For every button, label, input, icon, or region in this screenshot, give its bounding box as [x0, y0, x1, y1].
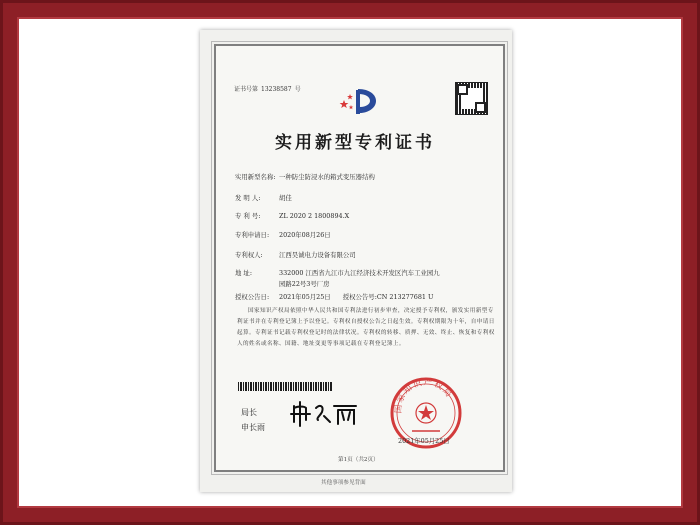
certificate-number-label: 证书号第 — [234, 86, 259, 93]
qr-code-icon — [455, 82, 488, 115]
certificate-number — [234, 84, 304, 93]
field-application-date — [235, 230, 331, 239]
field-value: 332000 江西省九江市九江经济技术开发区汽车工业园九 — [279, 269, 440, 277]
field-utility-model-name — [235, 172, 375, 181]
field-label: 专 利 号: — [235, 212, 261, 220]
director-name: 申长雨 — [241, 423, 265, 432]
certificate-number-value: 13238587 — [261, 86, 292, 93]
field-label: 实用新型名称: — [235, 173, 276, 181]
field-value: ZL 2020 2 1800894.X — [279, 212, 350, 220]
page-number: 第1页（共2页） — [338, 457, 379, 463]
field-value: 2020年08月26日 — [279, 231, 331, 239]
certificate-body-text: 国家知识产权局依照中华人民共和国专利法进行初步审查，决定授予专利权，颁发实用新型专利证书并在专利登记簿上予以登记。专利权自授权公告之日起生效。专利权期限为十年，自申请日起算。专利证书记载专利权登记时的法律状况。专利权的转移、质押、无效、终止、恢复和专利权人的姓名或名称、国籍、地址变更等事项记载在专利登记簿上。 — [237, 308, 495, 347]
director-signature — [288, 398, 362, 428]
field-address-line2 — [235, 279, 330, 288]
field-value: 胡佳 — [279, 194, 292, 202]
field-inventor — [235, 193, 292, 202]
field-grant-announcement — [235, 292, 433, 301]
field-label: 专利权人: — [235, 251, 263, 259]
field-value: 2021年05月25日 — [279, 293, 331, 301]
field-value: 一种防尘防浸水的箱式变压器结构 — [279, 173, 375, 181]
field-patent-number — [235, 211, 349, 220]
field-label: 地 址: — [235, 269, 252, 277]
patent-office-logo-icon — [336, 86, 382, 116]
field-label: 授权公告号: — [342, 293, 377, 301]
svg-text:国家知识产权局: 国家知识产权局 — [393, 377, 455, 414]
field-label: 发 明 人: — [235, 194, 261, 202]
director-label: 局长 — [241, 408, 257, 417]
field-value: 江西昊诚电力设备有限公司 — [279, 251, 356, 259]
field-label: 授权公告日: — [235, 293, 270, 301]
field-label: 专利申请日: — [235, 231, 270, 239]
field-address — [235, 268, 440, 277]
field-value: 园路22号3号厂房 — [279, 280, 330, 288]
notes-reference: 其他事项参见背面 — [321, 480, 366, 486]
field-patentee — [235, 250, 356, 259]
field-value: CN 213277681 U — [376, 293, 434, 301]
barcode-icon — [238, 382, 332, 391]
certificate-title: 实用新型专利证书 — [275, 133, 435, 153]
seal-date: 2021年05月25日 — [398, 437, 450, 445]
certificate-number-suffix: 号 — [294, 86, 301, 93]
